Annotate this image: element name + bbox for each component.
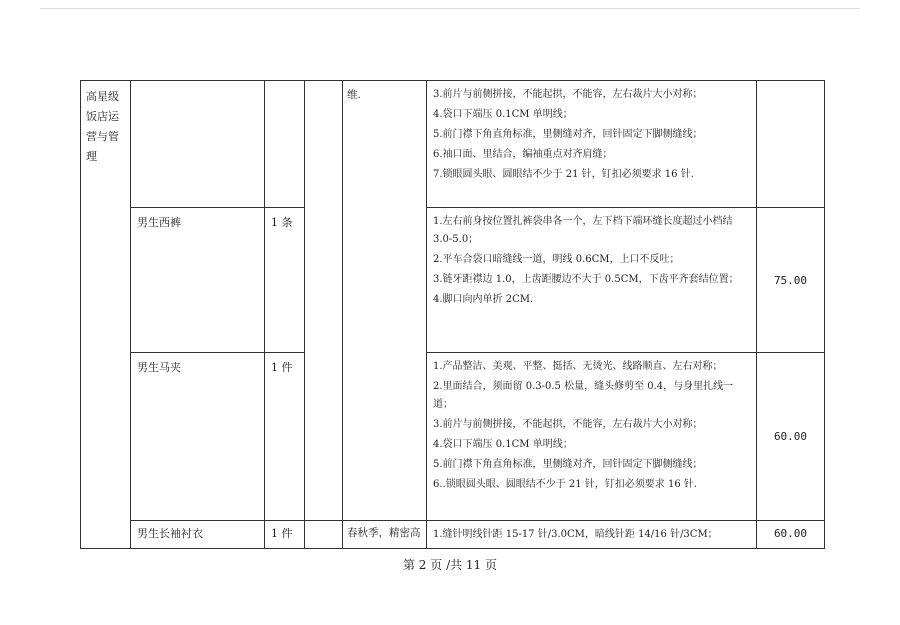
requirement-line: 1.产品整洁、美观、平整、挺括、无烫光、线路顺直、左右对称； <box>433 361 723 372</box>
item-name: 男生西裤 <box>137 216 181 229</box>
item-name: 男生马夹 <box>137 361 181 374</box>
unit-cell <box>265 81 305 208</box>
season-cell <box>343 81 427 521</box>
unit-text: 1 件 <box>271 361 293 374</box>
table-row <box>81 353 825 521</box>
requirement-line: 5.前门襟下角直角标准，里侧缝对齐，回针固定下脚侧缝线； <box>433 459 703 470</box>
unit-cell <box>265 208 305 353</box>
unit-text: 1 条 <box>271 216 293 229</box>
table-row <box>81 521 825 549</box>
requirement-line: 6..锁眼圆头眼、圆眼结不少于 21 针，钉扣必须要求 16 针. <box>433 479 698 490</box>
item-name-cell <box>131 208 265 353</box>
requirement-line: 1.缝针明线针距 15-17 针/3.0CM，暗线针距 14/16 针/3CM； <box>433 529 718 540</box>
unit-text: 1 件 <box>271 527 293 540</box>
empty-column-cell <box>305 521 343 549</box>
item-name-cell <box>131 521 265 549</box>
table-row <box>81 81 825 208</box>
unit-cell <box>265 521 305 549</box>
requirements-cell <box>427 81 757 208</box>
requirement-line: 4.袋口下端压 0.1CM 单明线； <box>433 109 573 120</box>
requirement-line: 7.锁眼圆头眼、圆眼结不少于 21 针，钉扣必须要求 16 针. <box>433 169 694 180</box>
table-row <box>81 208 825 353</box>
page-number: 第 2 页 /共 11 页 <box>402 558 498 572</box>
category-cell <box>81 81 131 549</box>
requirements-cell <box>427 208 757 353</box>
item-name-cell <box>131 353 265 521</box>
requirement-line: 3.前片与前侧拼接，不能起拱，不能容，左右裁片大小对称； <box>433 89 703 100</box>
requirement-line: 4.袋口下端压 0.1CM 单明线； <box>433 439 573 450</box>
season-cell <box>343 521 427 549</box>
price-text: 60.00 <box>773 430 808 443</box>
requirements-cell <box>427 353 757 521</box>
item-name-cell <box>131 81 265 208</box>
price-text: 75.00 <box>773 273 808 287</box>
requirement-line: 2.里面结合，须面留 0.3-0.5 松量，缝头修剪至 0.4，与身里扎线一道； <box>433 381 734 410</box>
season-text: 春秋季，精密高 <box>347 527 421 539</box>
season-fragment: 维. <box>347 89 361 101</box>
unit-cell <box>265 353 305 521</box>
price-cell <box>757 208 825 353</box>
requirement-line: 6.袖口面、里结合，编袖重点对齐肩缝； <box>433 149 613 160</box>
page-top-edge <box>40 8 860 9</box>
price-cell <box>757 353 825 521</box>
requirement-line: 3.链牙距襟边 1.0，上齿距腰边不大于 0.5CM，下齿平齐套结位置； <box>433 274 739 285</box>
category-text: 高星级饭店运营与管理 <box>86 90 119 163</box>
requirement-line: 2.平车合袋口暗缝线一道，明线 0.6CM，上口不反吐； <box>433 254 680 265</box>
price-text: 60.00 <box>773 527 808 540</box>
requirement-line: 1.左右前身按位置扎裤袋串各一个，左下档下端环缝长度超过小档结 3.0-5.0； <box>433 216 733 245</box>
clothing-spec-table <box>80 80 825 549</box>
requirement-line: 4.脚口向内单折 2CM. <box>433 294 534 305</box>
requirement-line: 5.前门襟下角直角标准，里侧缝对齐，回针固定下脚侧缝线； <box>433 129 703 140</box>
item-name: 男生长袖衬衣 <box>137 527 203 540</box>
empty-column-cell <box>305 81 343 521</box>
page-footer <box>0 556 900 573</box>
requirement-line: 3.前片与前侧拼接，不能起拱，不能容，左右裁片大小对称； <box>433 419 703 430</box>
price-cell <box>757 81 825 208</box>
requirements-cell <box>427 521 757 549</box>
price-cell <box>757 521 825 549</box>
